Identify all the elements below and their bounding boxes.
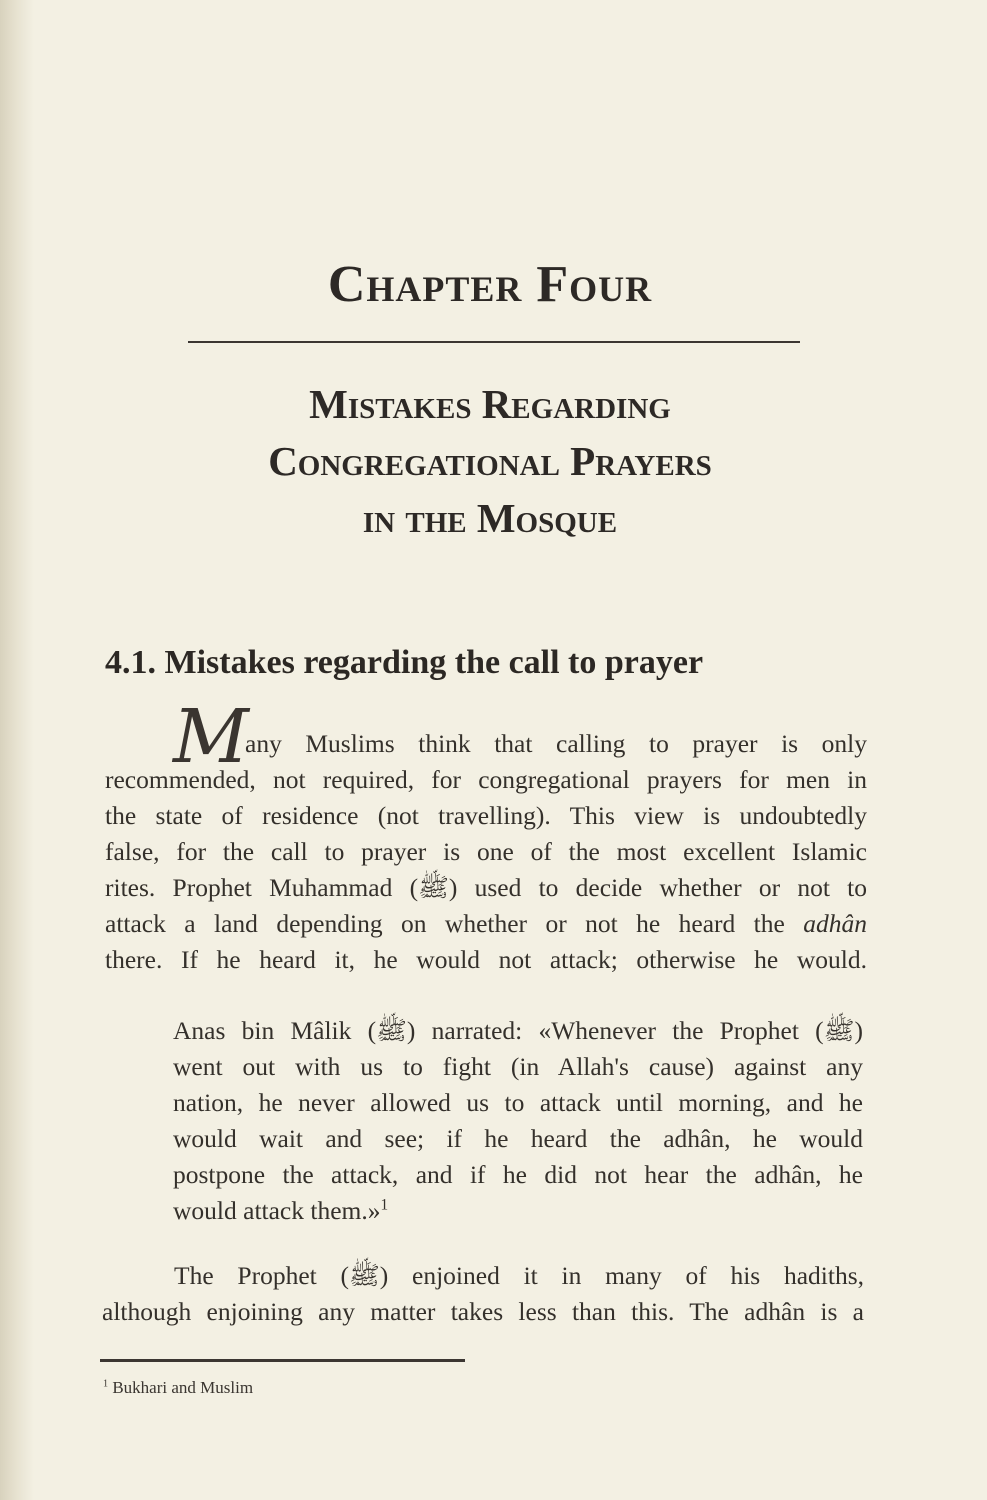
paragraph-line: rites. Prophet Muhammad (ﷺ) used to decide whether or not to <box>105 873 867 902</box>
footnote-marker: 1 <box>103 1378 109 1390</box>
paragraph-line: The Prophet (ﷺ) enjoined it in many of his hadiths, <box>174 1261 864 1290</box>
paragraph-line: there. If he heard it, he would not attack; otherwise he would. <box>105 945 867 974</box>
quote-line: Anas bin Mâlik (ﷺ) narrated: «Whenever the Prophet (ﷺ) <box>173 1016 863 1045</box>
chapter-subtitle-line: in the Mosque <box>362 495 618 541</box>
quote-line-text: would attack them.» <box>173 1196 381 1225</box>
paragraph-line: recommended, not required, for congregational prayers for men in <box>105 765 867 794</box>
footnote <box>103 1378 253 1398</box>
chapter-subtitle <box>180 376 800 547</box>
paragraph-line-text: attack a land depending on whether or not he heard the <box>105 909 785 938</box>
paragraph-line: false, for the call to prayer is one of the most excellent Islamic <box>105 837 867 866</box>
paragraph-line-text: any Muslims think that calling to prayer is only <box>245 729 867 758</box>
quote-line: went out with us to fight (in Allah's cause) against any <box>173 1052 863 1081</box>
quote-line <box>173 1193 863 1229</box>
body-paragraph-1 <box>105 694 867 978</box>
body-paragraph-2 <box>102 1258 864 1330</box>
paragraph-line <box>105 906 867 942</box>
drop-cap: M <box>173 694 249 780</box>
italic-term: adhân <box>803 909 867 938</box>
chapter-divider <box>188 341 800 343</box>
quote-line: postpone the attack, and if he did not hear the adhân, he <box>173 1160 863 1189</box>
footnote-divider <box>100 1359 465 1362</box>
chapter-subtitle-line: Mistakes Regarding <box>309 381 671 427</box>
footnote-reference: 1 <box>380 1196 389 1214</box>
paragraph-line: the state of residence (not travelling). This view is undoubtedly <box>105 801 867 830</box>
footnote-text: Bukhari and Muslim <box>112 1378 254 1397</box>
paragraph-line: although enjoining any matter takes less than this. The adhân is a <box>102 1297 864 1326</box>
chapter-subtitle-line: Congregational Prayers <box>268 438 712 484</box>
book-gutter-shadow <box>0 0 34 1500</box>
quote-line: would wait and see; if he heard the adhân, he would <box>173 1124 863 1153</box>
quote-line: nation, he never allowed us to attack until morning, and he <box>173 1088 863 1117</box>
hadith-quote <box>173 1013 863 1229</box>
chapter-title: Chapter Four <box>327 256 653 313</box>
section-heading: 4.1. Mistakes regarding the call to prayer <box>105 644 704 681</box>
